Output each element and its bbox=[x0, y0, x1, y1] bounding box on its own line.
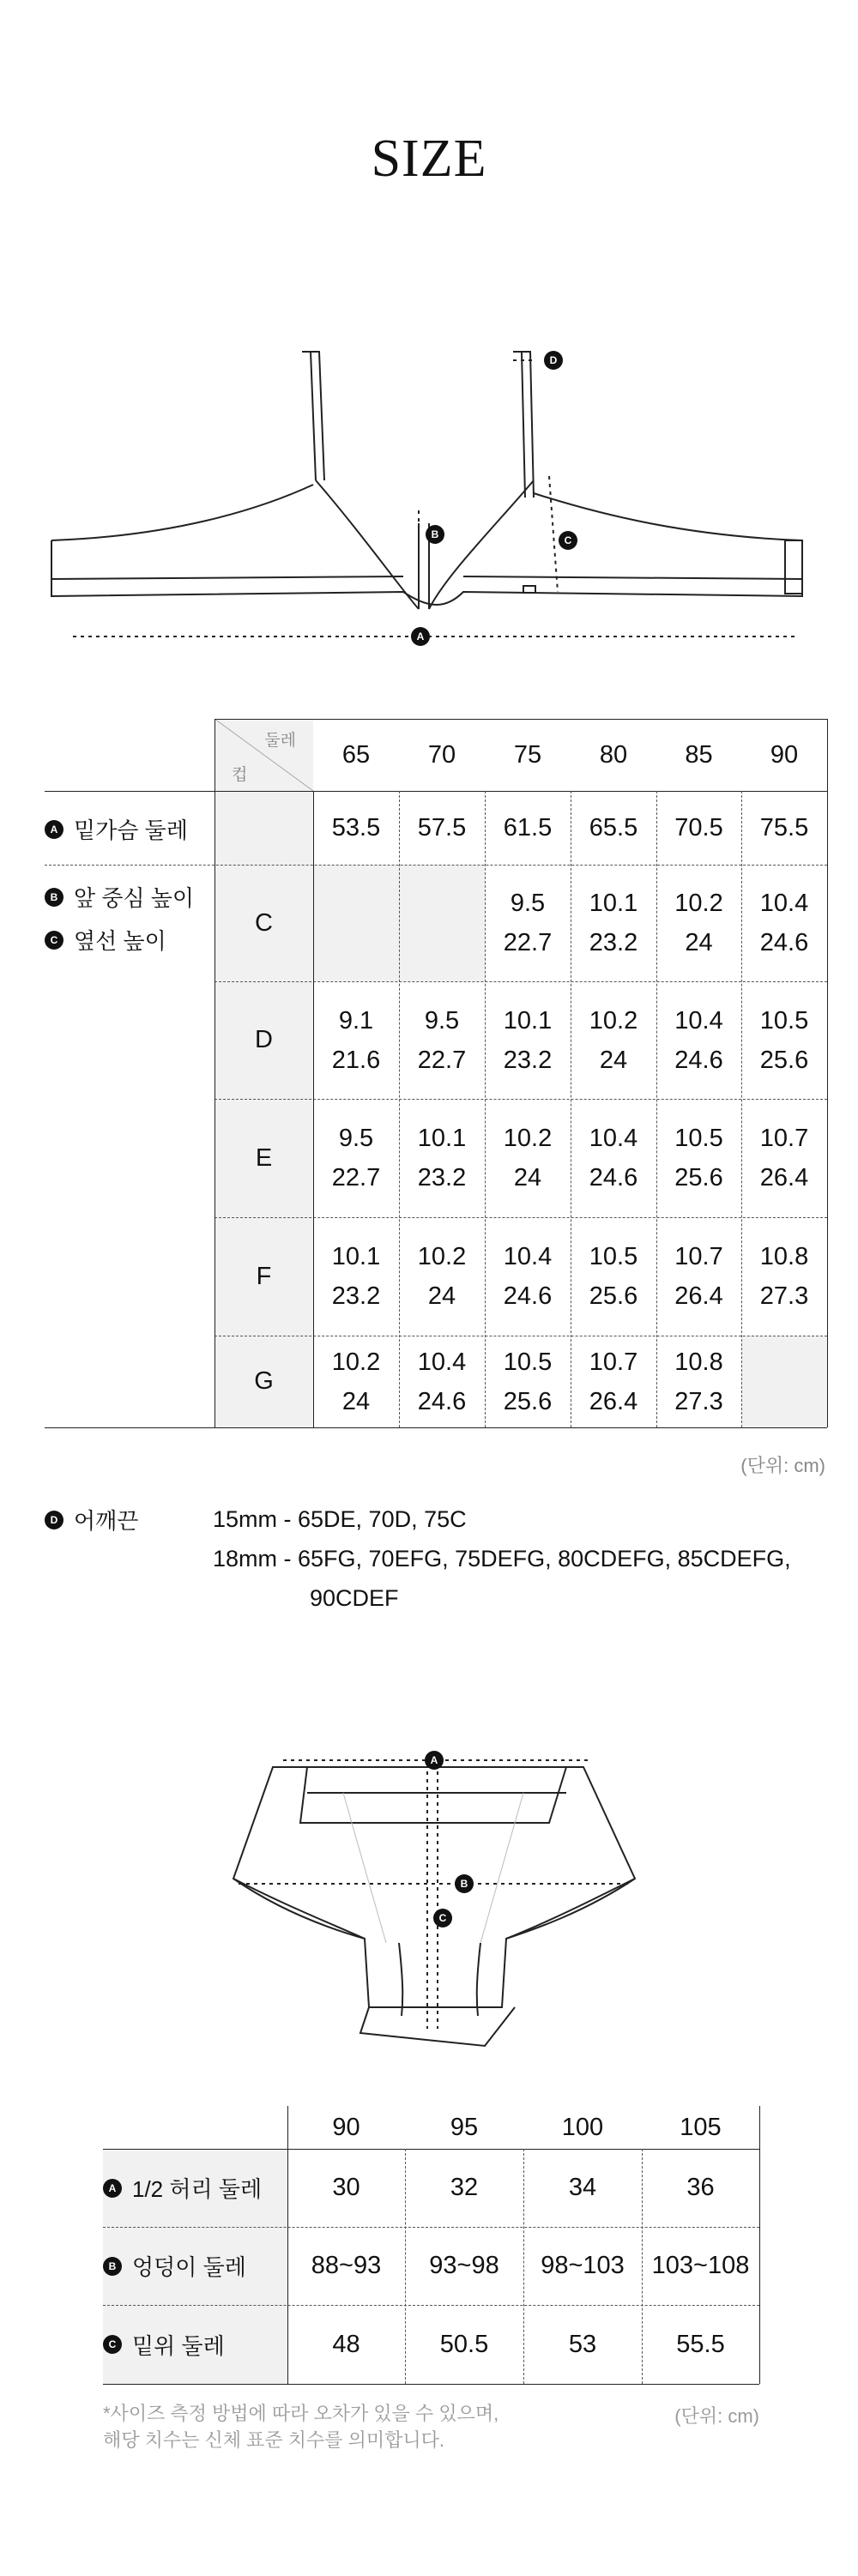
underbust-value: 57.5 bbox=[417, 813, 467, 842]
panty-row-label: A 1/2 허리 둘레 bbox=[103, 2149, 262, 2227]
band-size-header: 65 bbox=[341, 740, 371, 769]
panty-illustration bbox=[0, 1724, 858, 2050]
height-values: 10.7 26.4 bbox=[759, 1125, 809, 1191]
band-size-header: 80 bbox=[599, 740, 628, 769]
height-values: 10.2 24 bbox=[589, 1006, 638, 1074]
panty-value: 48 bbox=[332, 2330, 360, 2358]
panty-size-header: 105 bbox=[680, 2113, 722, 2141]
panty-value: 34 bbox=[568, 2174, 597, 2201]
side-height-label: C 옆선 높이 bbox=[45, 924, 166, 956]
table-corner: 둘레 컵 bbox=[214, 719, 313, 791]
panty-value: 32 bbox=[450, 2174, 479, 2201]
unavailable-cell bbox=[741, 1336, 827, 1427]
band-size-header: 90 bbox=[770, 740, 799, 769]
height-values: 9.1 21.6 bbox=[331, 1006, 381, 1074]
height-values: 10.8 27.3 bbox=[759, 1243, 809, 1310]
band-size-header: 75 bbox=[513, 740, 542, 769]
height-values: 10.2 24 bbox=[503, 1125, 553, 1191]
underbust-label: A 밑가슴 둘레 bbox=[45, 813, 188, 845]
height-values: 10.2 24 bbox=[417, 1243, 467, 1310]
underbust-value: 53.5 bbox=[331, 813, 381, 842]
marker-b: B bbox=[431, 528, 439, 540]
marker-c: C bbox=[564, 534, 572, 546]
strap-info: 15mm - 65DE, 70D, 75C 18mm - 65FG, 70EFG, 75DEFG, 80CDEFG, 85CDEFG, 90CDEF bbox=[213, 1506, 791, 1611]
height-values: 9.5 22.7 bbox=[503, 890, 553, 956]
height-values: 10.2 24 bbox=[674, 890, 723, 956]
cup-label: F bbox=[256, 1262, 272, 1290]
height-values: 10.5 25.6 bbox=[589, 1243, 638, 1310]
panty-value: 50.5 bbox=[439, 2330, 489, 2358]
height-values: 10.4 24.6 bbox=[759, 890, 809, 956]
panty-size-header: 100 bbox=[561, 2113, 604, 2141]
height-values: 10.1 23.2 bbox=[503, 1006, 553, 1074]
front-center-height-label: B 앞 중심 높이 bbox=[45, 881, 194, 913]
height-values: 10.2 24 bbox=[331, 1348, 381, 1415]
height-values: 10.5 25.6 bbox=[503, 1348, 553, 1415]
band-size-header: 70 bbox=[427, 740, 456, 769]
panty-value: 98~103 bbox=[541, 2252, 625, 2279]
panty-unit: (단위: cm) bbox=[674, 2405, 759, 2427]
cup-label: E bbox=[255, 1143, 273, 1172]
cup-label: C bbox=[255, 908, 273, 937]
bra-illustration bbox=[0, 335, 858, 661]
panty-value: 93~98 bbox=[429, 2252, 499, 2279]
panty-value: 53 bbox=[568, 2330, 597, 2358]
bra-unit: (단위: cm) bbox=[740, 1455, 825, 1476]
underbust-value: 70.5 bbox=[674, 813, 723, 842]
underbust-value: 65.5 bbox=[589, 813, 638, 842]
height-values: 10.4 24.6 bbox=[503, 1243, 553, 1310]
panty-size-header: 95 bbox=[450, 2113, 479, 2141]
height-values: 10.4 24.6 bbox=[417, 1348, 467, 1415]
marker-c: C bbox=[438, 1912, 447, 1924]
panty-size-header: 90 bbox=[332, 2113, 360, 2141]
marker-b: B bbox=[460, 1878, 468, 1890]
height-values: 10.7 26.4 bbox=[674, 1243, 723, 1310]
height-values: 10.1 23.2 bbox=[589, 890, 638, 956]
panty-value: 88~93 bbox=[311, 2252, 382, 2279]
height-values: 10.1 23.2 bbox=[417, 1125, 467, 1191]
marker-a: A bbox=[416, 630, 425, 642]
band-size-header: 85 bbox=[685, 740, 713, 769]
cup-label: D bbox=[255, 1026, 273, 1053]
cup-label: G bbox=[254, 1367, 274, 1395]
underbust-value: 75.5 bbox=[759, 813, 809, 842]
page-title: SIZE bbox=[371, 130, 487, 188]
strap-label: D 어깨끈 bbox=[45, 1504, 138, 1535]
height-values: 9.5 22.7 bbox=[331, 1125, 381, 1191]
measurement-note: *사이즈 측정 방법에 따라 오차가 있을 수 있으며, 해당 치수는 신체 표준 치수를 의미합니다. bbox=[103, 2403, 499, 2451]
height-values: 10.4 24.6 bbox=[589, 1125, 638, 1191]
height-values: 10.4 24.6 bbox=[674, 1006, 723, 1074]
height-values: 10.5 25.6 bbox=[674, 1125, 723, 1191]
height-values: 9.5 22.7 bbox=[417, 1006, 467, 1074]
panty-value: 55.5 bbox=[676, 2330, 725, 2358]
marker-d: D bbox=[549, 354, 558, 366]
height-values: 10.1 23.2 bbox=[331, 1243, 381, 1310]
panty-row-label: B 엉덩이 둘레 bbox=[103, 2227, 246, 2305]
underbust-value: 61.5 bbox=[503, 813, 553, 842]
marker-a: A bbox=[430, 1754, 438, 1766]
panty-value: 103~108 bbox=[651, 2252, 750, 2279]
panty-row-label: C 밑위 둘레 bbox=[103, 2305, 225, 2384]
height-values: 10.5 25.6 bbox=[759, 1006, 809, 1074]
panty-value: 36 bbox=[686, 2174, 715, 2201]
height-values: 10.8 27.3 bbox=[674, 1348, 723, 1415]
panty-value: 30 bbox=[332, 2174, 360, 2201]
height-values: 10.7 26.4 bbox=[589, 1348, 638, 1415]
